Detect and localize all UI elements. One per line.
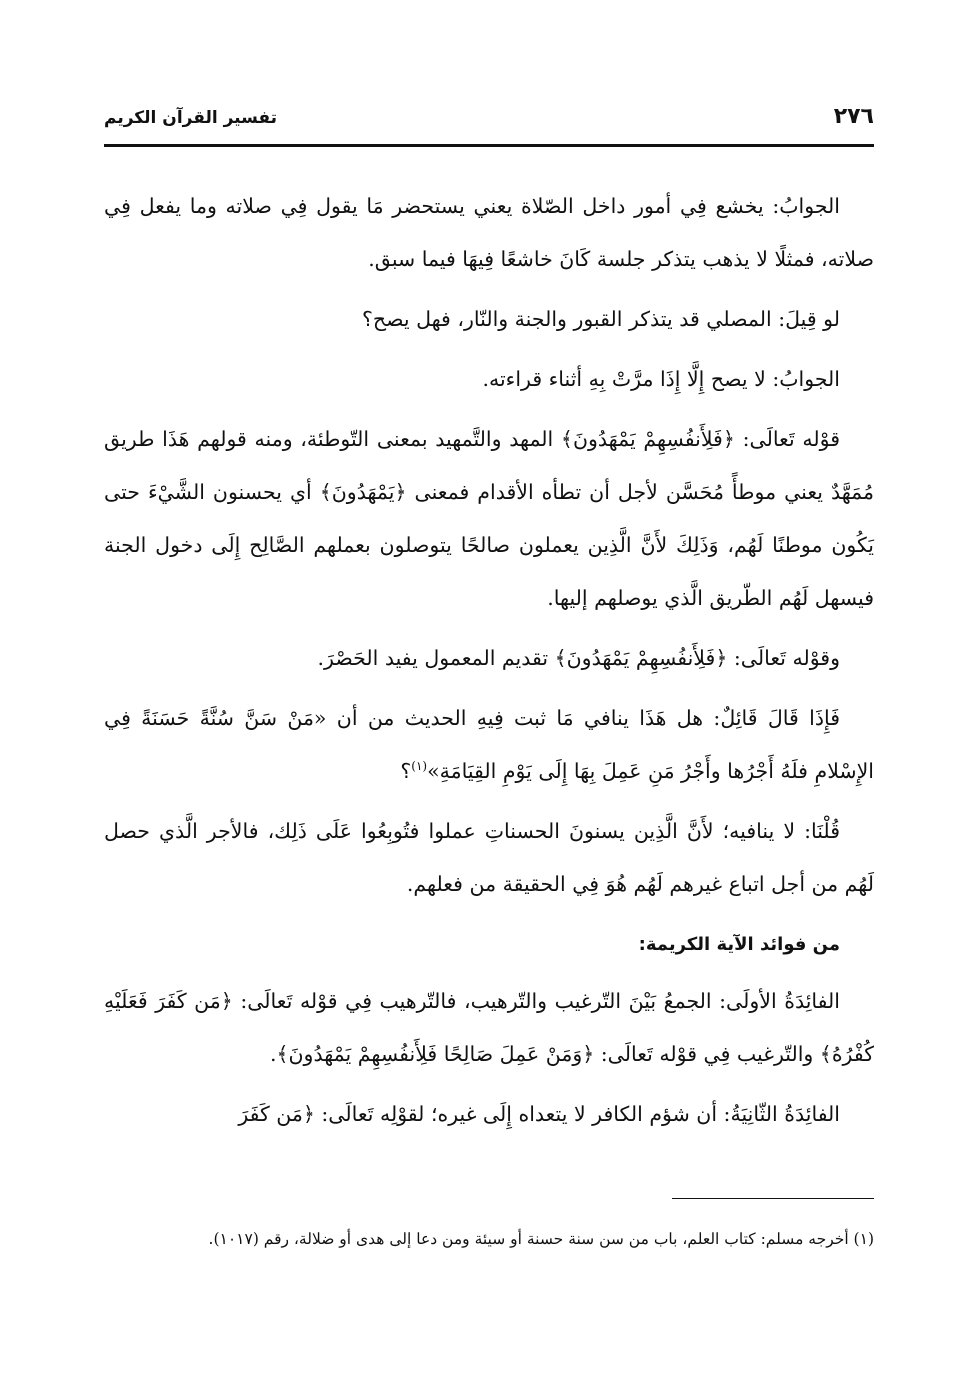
footnote: (١) أخرجه مسلم: كتاب العلم، باب من سن سنة حسنة أو سيئة ومن دعا إلى هدى أو ضلالة، رقم (١٠١٧).: [208, 1230, 874, 1248]
paragraph-hasr: وقوْله تَعالَى: ﴿فَلِأَنفُسِهِمْ يَمْهَدُونَ﴾ تقديم المعمول يفيد الحَصْرَ.: [317, 646, 840, 670]
paragraph-reply: قُلْنَا: لا ينافيه؛ لأَنَّ الَّذِين يسنونَ الحسناتِ عملوا فتُوبِعُوا عَلَى ذَلِك، فالأجر الَّذي حصل لَهُم من أجل اتباع غيرهم لَهُم هُوَ فِي الحقيقة من فعلهم.: [104, 819, 874, 896]
paragraph-question: لو قِيلَ: المصلي قد يتذكر القبور والجنة والنّار، فهل يصح؟: [361, 307, 840, 331]
objection-text: فَإِذَا قَالَ قَائِلٌ: هل هَذَا ينافي مَا ثبت فِيهِ الحديث من أن «مَنْ سَنَّ سُنَّةً حَسَنَةً فِي الإِسْلامِ فلَهُ أَجْرُها وأَجْرُ مَنِ عَمِلَ بِهَا إِلَى يَوْمِ القِيَامَةِ»: [104, 706, 874, 783]
header-rule: [104, 144, 874, 147]
paragraph-answer-2: الجوابُ: لا يصح إِلَّا إِذَا مرَّتْ بِهِ أثناء قراءته.: [482, 367, 840, 391]
paragraph-benefit-2: الفائِدَةُ الثّانِيَةُ: أن شؤم الكافر لا يتعداه إِلَى غيره؛ لقوْلِه تَعالَى: ﴿مَن كَفَرَ: [238, 1102, 840, 1126]
page-number: ٢٧٦: [833, 104, 874, 129]
footnote-rule: [672, 1198, 874, 1199]
section-heading: من فوائد الآية الكريمة:: [638, 934, 840, 955]
page-body: [104, 180, 874, 1148]
question-mark: ؟: [400, 759, 412, 783]
running-title: تفسير القرآن الكريم: [104, 108, 278, 128]
page-header: [104, 102, 874, 136]
paragraph-benefit-1: الفائِدَةُ الأولَى: الجمعُ بَيْنَ التّرغيب والتّرهيب، فالتّرهيب فِي قوْله تَعالَى: ﴿مَن كَفَرَ فَعَلَيْهِ كُفْرُهُ﴾ والتّرغيب فِي قوْله تَعالَى: ﴿وَمَنْ عَمِلَ صَالِحًا فَلِأَنفُسِهِمْ يَمْهَدُونَ﴾.: [104, 989, 874, 1066]
footnote-marker[interactable]: (١): [411, 759, 428, 774]
paragraph-objection: [104, 692, 874, 798]
paragraph-tafsir: قوْله تَعالَى: ﴿فَلِأَنفُسِهِمْ يَمْهَدُونَ﴾ المهد والتَّمهيد بمعنى التّوطئة، ومنه قولهم هَذَا طريق مُمَهَّدٌ يعني موطأً مُحَسَّن لأجل أن تطأه الأقدام فمعنى ﴿يَمْهَدُونَ﴾ أي يحسنون الشَّيْءَ حتى يَكُون موطنًا لَهُم، وَذَلِكَ لأَنَّ الَّذِين يعملون صالحًا يتوصلون بعملهم الصَّالِح إِلَى دخول الجنة فيسهل لَهُم الطّريق الَّذي يوصلهم إليها.: [104, 427, 874, 610]
paragraph-answer-1: الجوابُ: يخشع فِي أمور داخل الصّلاة يعني يستحضر مَا يقول فِي صلاته وما يفعل فِي صلاته، فمثلًا لا يذهب يتذكر جلسة كَانَ خاشعًا فِيهَا فيما سبق.: [104, 194, 874, 271]
